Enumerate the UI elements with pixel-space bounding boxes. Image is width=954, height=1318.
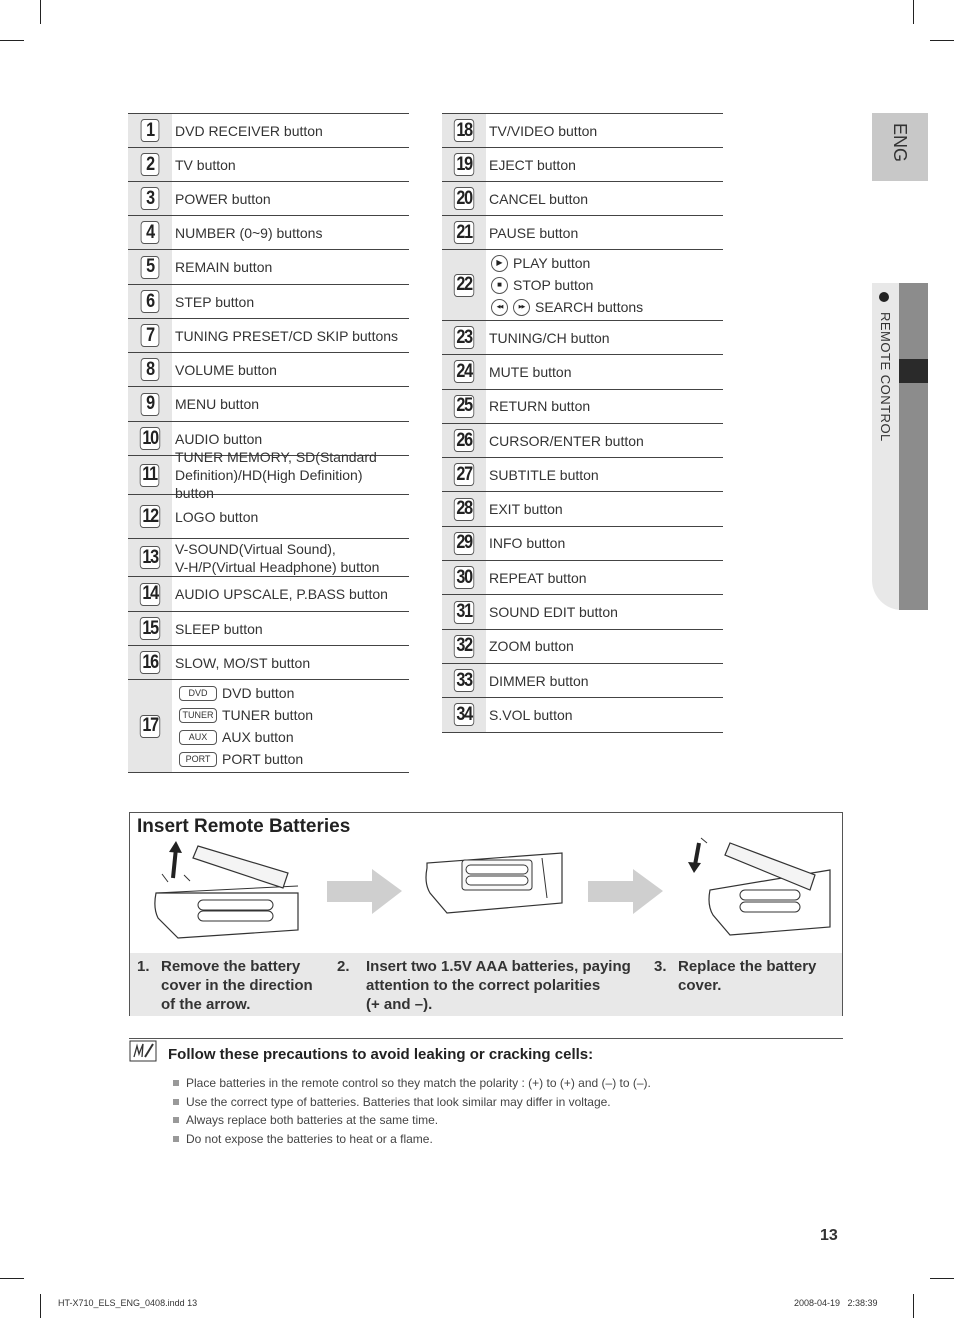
table-row [442,630,723,664]
item-number-badge: 20 [454,187,475,210]
crop-mark [40,0,41,24]
item-number-badge: 12 [140,505,161,528]
row-description [172,319,409,352]
description-line: TUNING/CH button [489,329,610,346]
description-line: RETURN button [489,398,591,415]
item-number-badge: 9 [141,393,160,416]
description-line: MENU button [175,396,260,412]
remote-close-cover-illustration [685,835,835,945]
description-line: TV button [175,156,236,173]
arrow-right-icon [588,869,663,914]
item-number-badge: 4 [141,221,160,244]
row-description [486,216,723,249]
row-number-cell [128,114,172,147]
function-key-label: DVD button [222,685,295,701]
table-row [128,319,409,353]
table-row [442,492,723,526]
row-description [172,539,409,576]
item-number-badge: 15 [140,617,161,640]
transport-key-label: PLAY button [513,255,591,271]
table-row [128,353,409,387]
row-number-cell [442,321,486,354]
row-description [172,114,409,147]
row-description [486,355,723,388]
function-key-label: AUX button [222,729,294,745]
table-row [442,595,723,629]
description-line: LOGO button [175,508,259,525]
item-number-badge: 22 [454,274,475,297]
crop-mark [40,1294,41,1318]
row-description [172,449,409,501]
row-description [172,577,409,611]
function-key-item [179,726,405,748]
description-line: S.VOL button [489,706,573,723]
item-number-badge: 27 [454,463,475,486]
table-row [442,182,723,216]
port-key-icon: PORT [179,752,217,767]
row-number-cell [442,355,486,388]
description-line: Definition)/HD(High Definition) button [175,467,363,501]
row-number-cell [128,456,172,494]
table-row [442,458,723,492]
row-number-cell [442,561,486,594]
table-row [128,577,409,612]
item-number-badge: 2 [141,153,160,176]
row-description [486,424,723,457]
remote-open-cover-illustration [148,838,308,948]
table-row [442,698,723,732]
item-number-badge: 3 [141,187,160,210]
aux-key-icon: AUX [179,730,217,745]
bullet-dot-icon [879,292,889,302]
step-number: 2. [337,958,350,975]
row-number-cell [128,182,172,215]
table-row [442,216,723,250]
description-line: REMAIN button [175,259,273,275]
row-description [486,390,723,423]
stop-icon: ■ [491,277,508,294]
row-number-cell [442,630,486,663]
table-row [128,449,409,501]
description-line: MUTE button [489,363,572,380]
row-number-cell [128,495,172,538]
transport-key-item [491,296,719,318]
language-tab-label: ENG [890,123,910,163]
table-row [128,250,409,285]
language-tab [872,113,928,181]
item-number-badge: 8 [141,358,160,381]
description-line: CURSOR/ENTER button [489,432,644,449]
item-number-badge: 11 [140,464,160,487]
note-pencil-icon [129,1040,157,1062]
item-number-badge: 18 [454,119,475,142]
steps-strip [130,953,842,1016]
description-line: REPEAT button [489,569,587,586]
item-number-badge: 14 [140,583,161,606]
item-number-badge: 6 [141,290,160,313]
row-description [172,250,409,284]
description-line: VOLUME button [175,361,277,378]
section-tab-dark [899,283,928,610]
table-row [442,561,723,595]
item-number-badge: 29 [454,532,475,555]
step-text: Replace the battery cover. [678,958,817,994]
description-line: SLOW, MO/ST button [175,654,311,671]
row-description [172,182,409,215]
row-number-cell [442,114,486,147]
list-item: Place batteries in the remote control so they match the polarity : (+) to (+) and (–) to (–). [173,1074,651,1093]
item-number-badge: 16 [140,651,161,674]
transport-key-label: SEARCH buttons [535,299,644,315]
item-number-badge: 32 [454,635,475,658]
row-number-cell [128,680,172,772]
list-item: Do not expose the batteries to heat or a flame. [173,1130,651,1149]
step-text: Remove the battery cover in the direction of the arrow. [161,958,313,1013]
item-number-badge: 30 [454,566,475,589]
row-number-cell [442,390,486,423]
item-number-badge: 13 [140,546,161,569]
function-key-item [179,748,405,770]
row-number-cell [442,182,486,215]
description-line: ZOOM button [489,638,574,655]
item-number-badge: 28 [454,498,475,521]
table-row [442,114,723,148]
row-description [486,698,723,731]
step-number: 3. [654,958,667,975]
row-number-cell [442,458,486,491]
table-row [128,495,409,539]
fast-forward-icon: ▶▶ [513,299,530,316]
row-number-cell [128,285,172,318]
item-number-badge: 5 [141,256,160,279]
row-number-cell [442,664,486,697]
row-description [486,321,723,354]
row-number-cell [442,492,486,525]
table-row [128,612,409,646]
button-legend-table-right [442,113,723,733]
row-number-cell [442,527,486,560]
row-description [486,182,723,215]
table-row [442,355,723,389]
transport-key-item [491,252,719,274]
function-key-label: TUNER button [222,707,314,723]
table-row [442,527,723,561]
crop-mark [0,1278,24,1279]
row-number-cell [128,353,172,386]
crop-mark [0,40,24,41]
description-line: POWER button [175,190,271,207]
list-item: Always replace both batteries at the same time. [173,1111,651,1130]
play-icon: ▶ [491,255,508,272]
row-description [172,148,409,181]
row-number-cell [442,595,486,628]
description-line: INFO button [489,535,566,552]
description-line: AUDIO UPSCALE, P.BASS button [175,586,388,602]
description-line: TUNING PRESET/CD SKIP buttons [175,327,399,344]
button-legend-table-left [128,113,409,773]
description-line: EXIT button [489,501,563,518]
row-number-cell [442,250,486,320]
row-description [486,595,723,628]
dvd-key-icon: DVD [179,686,217,701]
section-tab-label: REMOTE CONTROL [878,312,893,442]
footer-file-info: HT-X710_ELS_ENG_0408.indd 13 [58,1298,198,1308]
item-number-badge: 25 [454,395,475,418]
function-key-label: PORT button [222,751,304,767]
item-number-badge: 24 [454,360,475,383]
description-line: DVD RECEIVER button [175,122,323,139]
row-description [486,664,723,697]
description-line: V-SOUND(Virtual Sound), [175,540,336,557]
step-number: 1. [137,958,150,975]
step-text: Insert two 1.5V AAA batteries, paying attention to the correct polarities (+ and –). [366,958,631,1013]
note-divider [129,1038,843,1039]
item-number-badge: 1 [141,119,160,142]
crop-mark [930,1278,954,1279]
table-row [128,387,409,422]
description-line: PAUSE button [489,224,579,241]
table-row [442,321,723,355]
precautions-list [173,1074,651,1149]
item-number-badge: 33 [454,669,475,692]
description-line: SUBTITLE button [489,466,599,483]
item-number-badge: 31 [454,601,475,624]
table-row [128,285,409,319]
rewind-icon: ◀◀ [491,299,508,316]
function-key-item [179,704,405,726]
transport-key-item [491,274,719,296]
item-number-badge: 23 [454,326,475,349]
row-number-cell [128,646,172,679]
row-description [486,250,723,320]
footer-timestamp: 2008-04-19 2:38:39 [794,1298,878,1308]
row-number-cell [128,422,172,455]
row-number-cell [442,148,486,181]
row-number-cell [128,319,172,352]
insert-batteries-panel [129,812,843,1016]
row-description [172,285,409,318]
description-line: NUMBER (0~9) buttons [175,224,323,241]
row-description [486,148,723,181]
description-line: SLEEP button [175,620,263,637]
table-row [128,646,409,680]
tuner-key-icon: TUNER [179,708,217,723]
table-row [128,680,409,773]
description-line: CANCEL button [489,190,589,207]
item-number-badge: 21 [454,221,475,244]
row-number-cell [442,216,486,249]
section-tab-marker [899,359,928,383]
row-description [172,495,409,538]
row-number-cell [128,148,172,181]
table-row [442,390,723,424]
table-row [128,148,409,182]
description-line: TV/VIDEO button [489,122,598,139]
row-description [172,612,409,645]
description-line: AUDIO button [175,430,263,447]
row-description [172,680,409,772]
description-line: V-H/P(Virtual Headphone) button [175,558,380,575]
precautions-title: Follow these precautions to avoid leaking or cracking cells: [168,1046,594,1063]
table-row [128,216,409,250]
panel-title: Insert Remote Batteries [137,816,351,837]
row-description [172,353,409,386]
list-item: Use the correct type of batteries. Batteries that look similar may differ in voltage. [173,1093,651,1112]
table-row [442,424,723,458]
row-number-cell [128,577,172,611]
function-key-item [179,682,405,704]
crop-mark [930,40,954,41]
table-row [128,114,409,148]
row-description [172,216,409,249]
row-number-cell [128,387,172,421]
table-row [442,664,723,698]
row-number-cell [128,250,172,284]
row-description [172,387,409,421]
description-line: TUNER MEMORY, SD(Standard [175,449,377,465]
row-number-cell [442,698,486,731]
item-number-badge: 10 [140,427,161,450]
page-number: 13 [820,1227,838,1244]
item-number-badge: 19 [454,153,475,176]
row-number-cell [442,424,486,457]
row-description [486,492,723,525]
table-row [442,148,723,182]
description-line: STEP button [175,293,255,310]
row-number-cell [128,539,172,576]
row-description [486,458,723,491]
remote-batteries-inserted-illustration [422,838,572,928]
row-description [486,630,723,663]
item-number-badge: 17 [140,715,161,738]
crop-mark [913,0,914,24]
description-line: SOUND EDIT button [489,604,618,621]
item-number-badge: 7 [141,324,160,347]
row-description [486,561,723,594]
table-row [128,182,409,216]
table-row [442,250,723,321]
crop-mark [913,1294,914,1318]
arrow-right-icon [327,869,402,914]
table-row [128,539,409,577]
description-line: DIMMER button [489,672,589,689]
item-number-badge: 26 [454,429,475,452]
row-description [486,527,723,560]
row-number-cell [128,216,172,249]
transport-key-label: STOP button [513,277,594,293]
row-description [486,114,723,147]
description-line: EJECT button [489,156,576,173]
row-description [172,646,409,679]
item-number-badge: 34 [454,703,475,726]
row-number-cell [128,612,172,645]
